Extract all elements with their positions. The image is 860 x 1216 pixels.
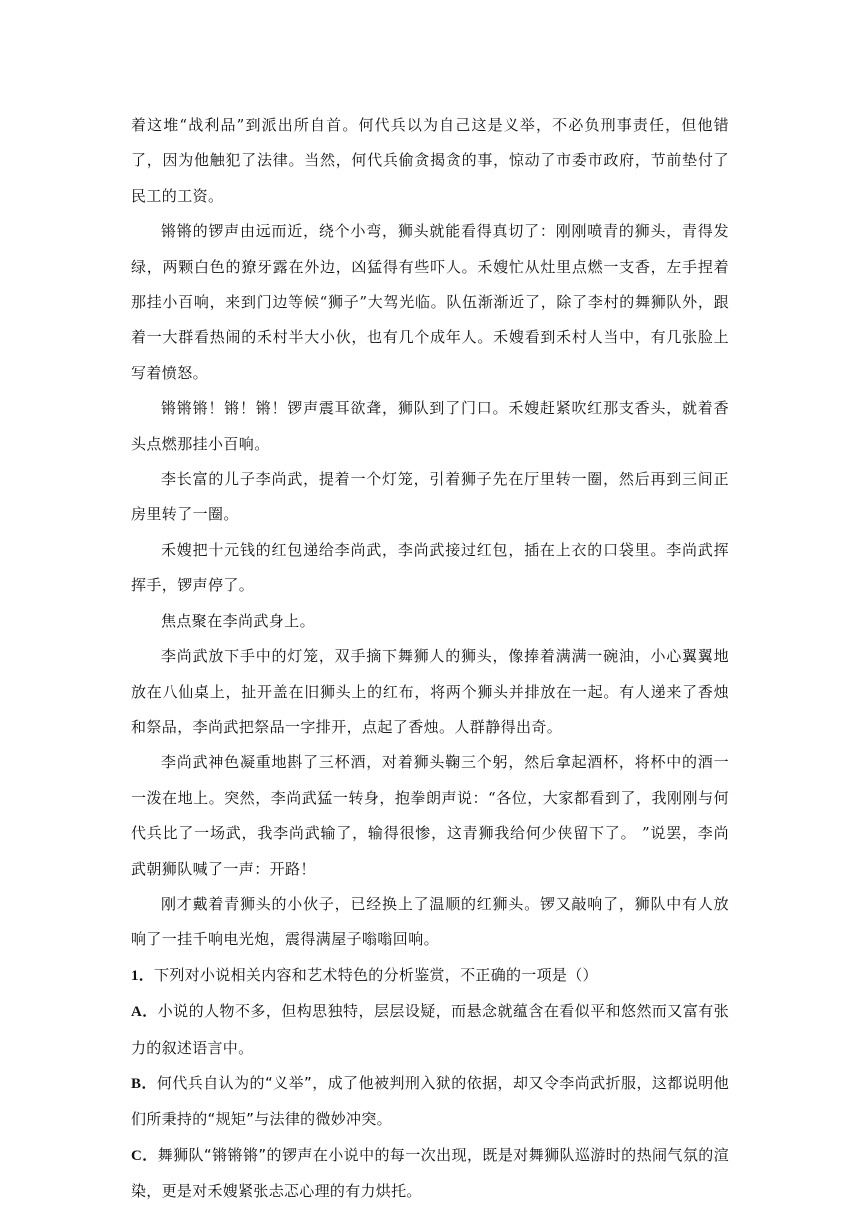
question-stem [131,958,729,994]
option-a-label: A． [131,1004,158,1021]
option-b [131,1066,729,1138]
option-c [131,1138,729,1210]
passage-paragraph-1: 着这堆“战利品”到派出所自首。何代兵以为自己这是义举，不必负刑事责任，但他错了，因为他触犯了法律。当然，何代兵偷贪揭贪的事，惊动了市委市政府，节前垫付了民工的工资。 [131,116,729,205]
option-b-text: 何代兵自认为的“义举”，成了他被判刑入狱的依据，却又令李尚武折服，这都说明他们所秉持的“规矩”与法律的微妙冲突。 [131,1073,729,1129]
passage-paragraph-8: 李尚武神色凝重地斟了三杯酒，对着狮头鞠三个躬，然后拿起酒杯，将杯中的酒一一泼在地上。突然，李尚武猛一转身，抱拳朗声说：“各位，大家都看到了，我刚刚与何代兵比了一场武，我李尚武输了，输得很惨，这青狮我给何少侠留下了。 ”说罢，李尚武朝狮队喊了一声：开路！ [131,753,729,878]
option-a-text: 小说的人物不多，但构思独特，层层设疑，而悬念就蕴含在看似平和悠然而又富有张力的叙述语言中。 [131,1002,730,1057]
passage-paragraph-4: 李长富的儿子李尚武，提着一个灯笼，引着狮子先在厅里转一圈，然后再到三间正房里转了一圈。 [131,470,729,524]
passage-paragraph-9: 刚才戴着青狮头的小伙子，已经换上了温顺的红狮头。锣又敲响了，狮队中有人放响了一挂千响电光炮，震得满屋子嗡嗡回响。 [131,894,729,949]
question-stem-text: 下列对小说相关内容和艺术特色的分析鉴赏，不正确的一项是（） [154,965,598,984]
document-body [131,108,729,1210]
option-a [131,994,729,1066]
option-b-label: B． [131,1075,157,1092]
passage-paragraph-7: 李尚武放下手中的灯笼，双手摘下舞狮人的狮头，像捧着满满一碗油，小心翼翼地放在八仙桌上，扯开盖在旧狮头上的红布，将两个狮头并排放在一起。有人递来了香烛和祭品，李尚武把祭品一字排开，点起了香烛。人群静得出奇。 [131,647,729,736]
passage-paragraph-6: 焦点聚在李尚武身上。 [161,611,316,630]
option-c-label: C． [131,1147,158,1164]
passage-paragraph-5: 禾嫂把十元钱的红包递给李尚武，李尚武接过红包，插在上衣的口袋里。李尚武挥挥手，锣声停了。 [131,540,729,595]
passage-paragraph-3: 锵锵锵！锵！锵！锣声震耳欲聋，狮队到了门口。禾嫂赶紧吹红那支香头，就着香头点燃那挂小百响。 [131,399,729,453]
passage-paragraph-2: 锵锵的锣声由远而近，绕个小弯，狮头就能看得真切了：刚刚喷青的狮头，青得发绿，两颗白色的獠牙露在外边，凶猛得有些吓人。禾嫂忙从灶里点燃一支香，左手捏着那挂小百响，来到门边等候“狮子”大驾光临。队伍渐渐近了，除了李村的舞狮队外，跟着一大群看热闹的禾村半大小伙，也有几个成年人。禾嫂看到禾村人当中，有几张脸上写着愤怒。 [131,222,729,382]
option-c-text: 舞狮队“锵锵锵”的锣声在小说中的每一次出现，既是对舞狮队巡游时的热闹气氛的渲染，更是对禾嫂紧张忐忑心理的有力烘托。 [131,1145,729,1201]
question-number: 1． [131,967,155,984]
